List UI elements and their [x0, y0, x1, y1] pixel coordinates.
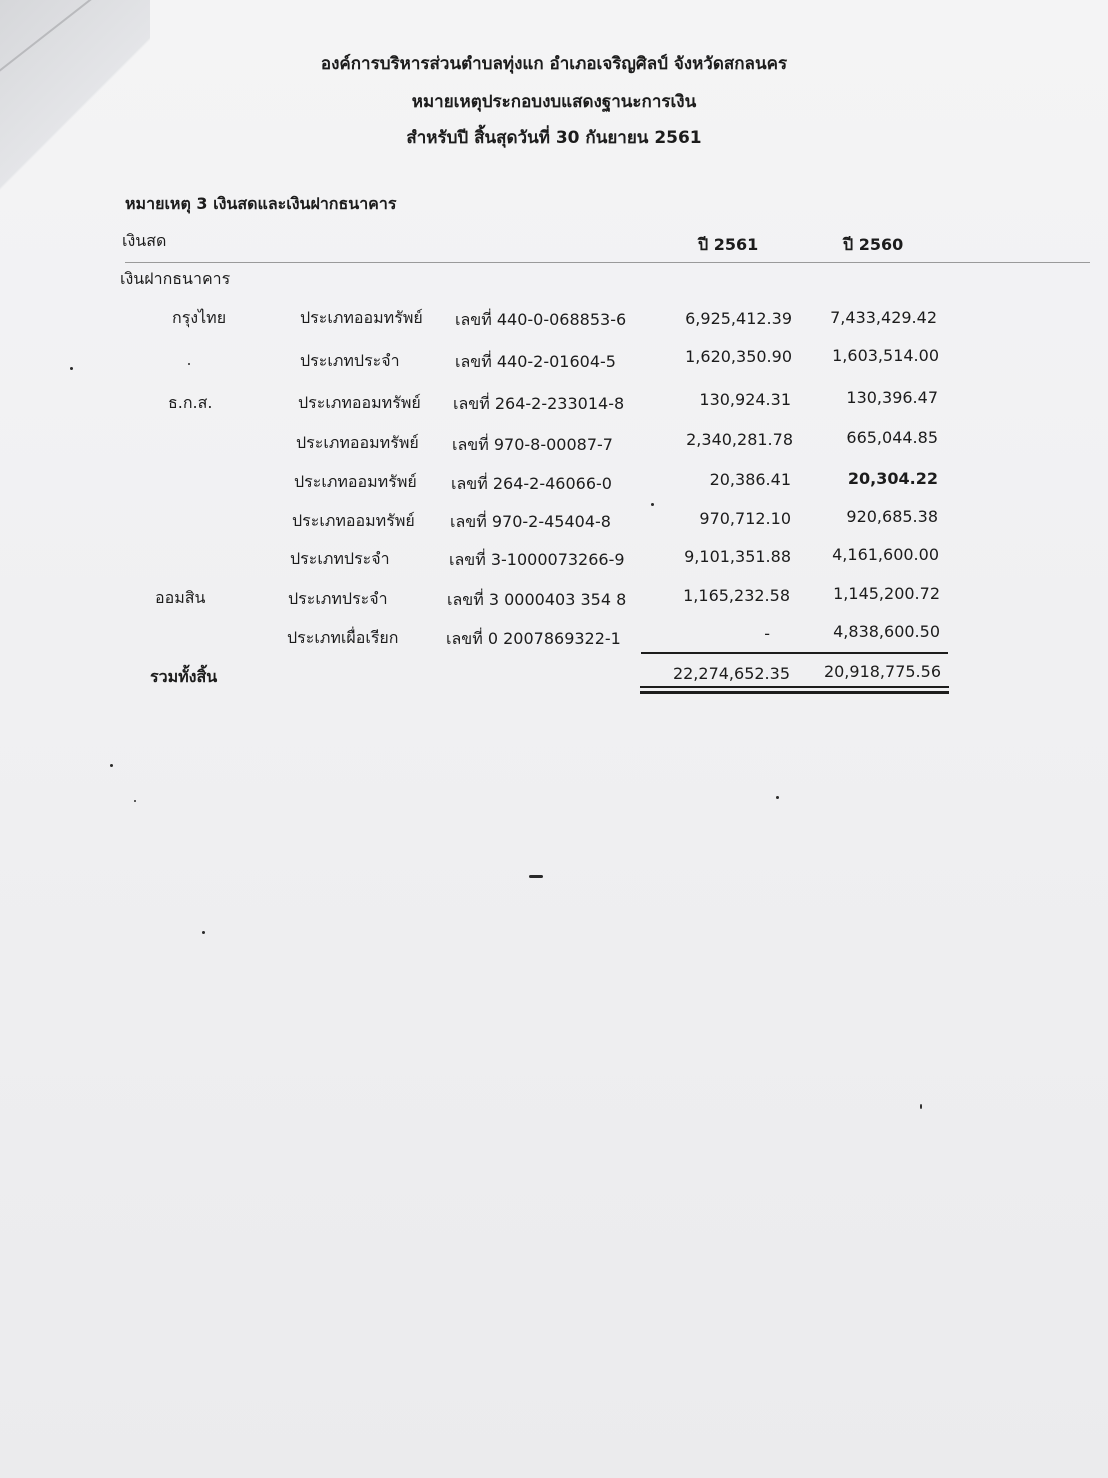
- account-number: เลขที่ 0 2007869322-1: [446, 629, 621, 648]
- paper-speck: [110, 764, 113, 767]
- amount-2560: 1,603,514.00: [832, 346, 939, 365]
- cash-label: เงินสด: [122, 231, 167, 250]
- account-type: ประเภทออมทรัพย์: [298, 393, 421, 412]
- account-number: เลขที่ 264-2-46066-0: [451, 474, 612, 493]
- subtotal-rule: [641, 652, 948, 654]
- amount-2561: 2,340,281.78: [686, 430, 793, 449]
- column-header-2561: ปี 2561: [698, 235, 759, 254]
- account-number: เลขที่ 440-0-068853-6: [455, 310, 627, 329]
- amount-2561: 9,101,351.88: [684, 547, 791, 566]
- total-underline-top: [640, 686, 949, 688]
- column-header-2560: ปี 2560: [843, 235, 904, 254]
- bank-name: ธ.ก.ส.: [168, 393, 213, 412]
- amount-2561: 970,712.10: [699, 509, 791, 528]
- deposits-label: เงินฝากธนาคาร: [120, 269, 231, 288]
- paper-speck: [70, 367, 73, 370]
- amount-2560: 1,145,200.72: [833, 584, 940, 603]
- total-underline-bottom: [640, 691, 949, 694]
- paper-speck: [776, 796, 779, 799]
- amount-2561: 20,386.41: [709, 470, 791, 489]
- account-number: เลขที่ 970-2-45404-8: [450, 512, 611, 531]
- amount-2561: 130,924.31: [699, 390, 791, 409]
- amount-2560: 130,396.47: [846, 388, 938, 407]
- total-label: รวมทั้งสิ้น: [150, 667, 218, 686]
- account-number: เลขที่ 3-1000073266-9: [449, 550, 625, 569]
- paper-speck: [202, 931, 205, 934]
- amount-2560: 4,838,600.50: [833, 622, 940, 641]
- account-type: ประเภทออมทรัพย์: [294, 472, 417, 491]
- paper-speck: [529, 875, 543, 878]
- account-number: เลขที่ 440-2-01604-5: [455, 352, 616, 371]
- amount-2561: -: [764, 624, 770, 643]
- amount-2560: 4,161,600.00: [832, 545, 939, 564]
- header-divider: [125, 262, 1090, 263]
- account-type: ประเภทประจำ: [300, 351, 400, 370]
- amount-2561: 1,620,350.90: [685, 347, 792, 366]
- bank-name: ออมสิน: [155, 588, 206, 607]
- account-number: เลขที่ 3 0000403 354 8: [447, 590, 627, 609]
- amount-2560: 7,433,429.42: [830, 308, 937, 327]
- note-heading: หมายเหตุ 3 เงินสดและเงินฝากธนาคาร: [125, 194, 397, 213]
- account-type: ประเภทออมทรัพย์: [292, 511, 415, 530]
- paper-speck: [134, 800, 136, 802]
- account-type: ประเภทประจำ: [290, 549, 390, 568]
- paper-speck: [920, 1104, 922, 1109]
- total-2560: 20,918,775.56: [823, 662, 941, 681]
- bank-name: กรุงไทย: [172, 308, 227, 327]
- amount-2561: 1,165,232.58: [683, 586, 790, 605]
- amount-2560: 920,685.38: [846, 507, 938, 526]
- account-number: เลขที่ 264-2-233014-8: [453, 394, 625, 413]
- paper-speck: [651, 503, 654, 506]
- account-number: เลขที่ 970-8-00087-7: [452, 435, 613, 454]
- account-type: ประเภทประจำ: [288, 589, 388, 608]
- statement-period: สำหรับปี สิ้นสุดวันที่ 30 กันยายน 2561: [406, 128, 702, 148]
- amount-2560: 20,304.22: [847, 469, 938, 488]
- total-2561: 22,274,652.35: [672, 664, 790, 683]
- amount-2560: 665,044.85: [846, 428, 938, 447]
- account-type: ประเภทออมทรัพย์: [296, 433, 419, 452]
- paper-speck: [188, 363, 190, 365]
- statement-title: หมายเหตุประกอบงบแสดงฐานะการเงิน: [411, 92, 697, 112]
- account-type: ประเภทเผื่อเรียก: [287, 628, 399, 647]
- org-name: องค์การบริหารส่วนตำบลทุ่งแก อำเภอเจริญศิลป์ จังหวัดสกลนคร: [320, 54, 788, 74]
- amount-2561: 6,925,412.39: [685, 309, 792, 328]
- account-type: ประเภทออมทรัพย์: [300, 308, 423, 327]
